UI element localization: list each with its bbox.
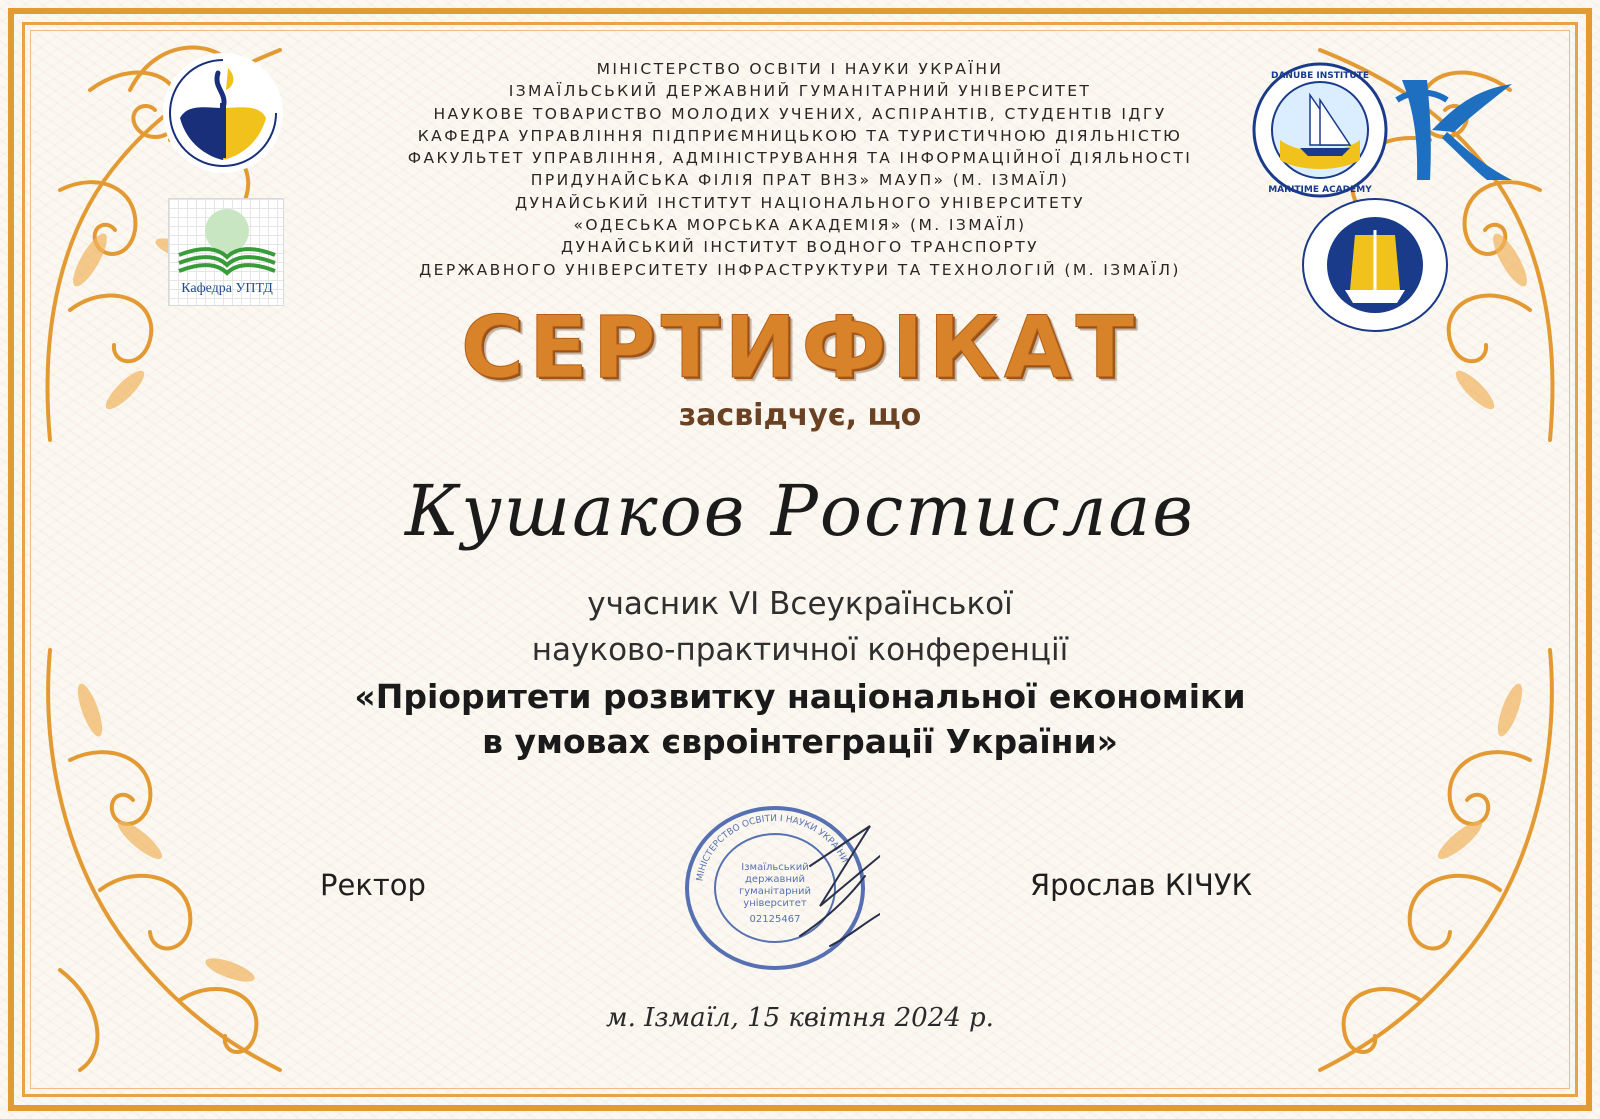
header-line: МІНІСТЕРСТВО ОСВІТИ І НАУКИ УКРАЇНИ (596, 60, 1004, 78)
conference-topic-line-2: в умовах євроінтеграції України» (482, 722, 1118, 761)
header-line: ПРИДУНАЙСЬКА ФІЛІЯ ПРАТ ВНЗ» МАУП» (М. ІЗМАЇЛ) (530, 171, 1070, 190)
water-transport-seal-icon (1300, 195, 1450, 335)
department-label: Кафедра УПТД (181, 281, 273, 296)
header-line: ІЗМАЇЛЬСЬКИЙ ДЕРЖАВНИЙ ГУМАНІТАРНИЙ УНІВЕРСИТЕТ (508, 82, 1092, 101)
header-line: ДУНАЙСЬКИЙ ІНСТИТУТ НАЦІОНАЛЬНОГО УНІВЕРСИТЕТУ (515, 193, 1085, 212)
recipient-name: Кушаков Ростислав (405, 470, 1195, 552)
conference-topic-line-1: «Пріоритети розвитку національної економіки (354, 677, 1246, 716)
svg-text:MARITIME ACADEMY: MARITIME ACADEMY (1268, 185, 1372, 195)
book-icon (169, 199, 285, 279)
stamp-center-line: Ізмаїльський (741, 862, 809, 873)
certificate-subtitle: засвідчує, що (678, 398, 922, 433)
header-line: ДУНАЙСЬКИЙ ІНСТИТУТ ВОДНОГО ТРАНСПОРТУ (561, 238, 1039, 257)
header-line: «ОДЕСЬКА МОРСЬКА АКАДЕМІЯ» (М. ІЗМАЇЛ) (573, 216, 1027, 235)
svg-text:DANUBE INSTITUTE: DANUBE INSTITUTE (1270, 71, 1370, 81)
stamp-center-line: університет (743, 898, 807, 909)
stamp-center-line: гуманітарний (739, 886, 811, 897)
certificate-title: СЕРТИФІКАТ (460, 298, 1140, 398)
participation-line-2: науково-практичної конференції (531, 632, 1069, 668)
stamp-code: 02125467 (749, 914, 801, 925)
department-logo (168, 198, 284, 306)
signature-scribble-icon (800, 826, 880, 946)
issue-date: м. Ізмаїл, 15 квітня 2024 р. (606, 1003, 994, 1033)
stamp-center-line: державний (745, 874, 805, 885)
svg-text:МІНІСТЕРСТВО ОСВІТИ І НАУКИ УК: МІНІСТЕРСТВО ОСВІТИ І НАУКИ УКРАЇНИ (695, 813, 850, 882)
letter-k-logo-icon (1392, 70, 1522, 190)
header-line: НАУКОВЕ ТОВАРИСТВО МОЛОДИХ УЧЕНИХ, АСПІРАНТІВ, СТУДЕНТІВ ІДГУ (433, 104, 1167, 123)
header-line: КАФЕДРА УПРАВЛІННЯ ПІДПРИЄМНИЦЬКОЮ ТА ТУРИСТИЧНОЮ ДІЯЛЬНІСТЮ (417, 126, 1183, 145)
header-block (300, 58, 1300, 281)
university-emblem-icon (158, 48, 288, 178)
participation-line-1: учасник VI Всеукраїнської (587, 586, 1013, 622)
signatory-role: Ректор (320, 868, 426, 902)
official-stamp-icon (680, 796, 880, 976)
header-line: ФАКУЛЬТЕТ УПРАВЛІННЯ, АДМІНІСТРУВАННЯ ТА ІНФОРМАЦІЙНОЇ ДІЯЛЬНОСТІ (407, 149, 1193, 168)
header-line: ДЕРЖАВНОГО УНІВЕРСИТЕТУ ІНФРАСТРУКТУРИ ТА ТЕХНОЛОГІЙ (М. ІЗМАЇЛ) (419, 260, 1181, 279)
signatory-name: Ярослав КІЧУК (1030, 868, 1253, 902)
